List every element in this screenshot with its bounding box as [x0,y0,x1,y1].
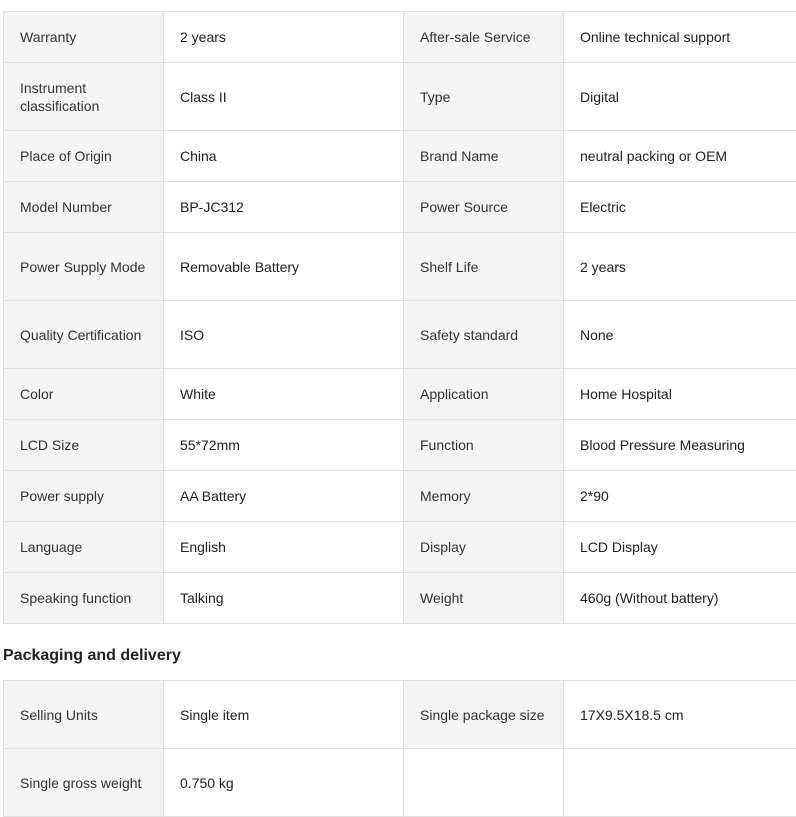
table-row [4,681,796,749]
table-row [4,131,796,182]
attribute-label: Warranty [4,12,164,63]
attribute-value: Talking [164,573,404,624]
attribute-value: ISO [164,301,404,369]
empty-cell [564,749,796,817]
attribute-value: Electric [564,182,796,233]
attribute-value: 55*72mm [164,420,404,471]
attribute-value: Home Hospital [564,369,796,420]
table-row [4,471,796,522]
attribute-label: Power Source [404,182,564,233]
packaging-table [3,680,796,817]
table-row [4,12,796,63]
packaging-section-title: Packaging and delivery [3,646,181,666]
attribute-label: Shelf Life [404,233,564,301]
attribute-value: 2 years [164,12,404,63]
attributes-table [3,11,796,624]
attribute-label: Quality Certification [4,301,164,369]
attribute-label: Brand Name [404,131,564,182]
attribute-value: 460g (Without battery) [564,573,796,624]
attribute-value: Class II [164,63,404,131]
attribute-value: Removable Battery [164,233,404,301]
attribute-value: None [564,301,796,369]
attribute-label: Instrument classification [4,63,164,131]
attribute-value: Single item [164,681,404,749]
table-row [4,749,796,817]
attribute-label: Display [404,522,564,573]
table-row [4,573,796,624]
attribute-value: Online technical support [564,12,796,63]
attribute-value: 0.750 kg [164,749,404,817]
table-row [4,420,796,471]
attribute-label: Language [4,522,164,573]
attribute-label: Color [4,369,164,420]
empty-cell [404,749,564,817]
attribute-label: Model Number [4,182,164,233]
attribute-value: 17X9.5X18.5 cm [564,681,796,749]
table-row [4,522,796,573]
attribute-label: Type [404,63,564,131]
attribute-label: Power Supply Mode [4,233,164,301]
attribute-value: 2 years [564,233,796,301]
attribute-label: Power supply [4,471,164,522]
attribute-label: Memory [404,471,564,522]
attribute-label: After-sale Service [404,12,564,63]
attribute-label: Function [404,420,564,471]
attribute-label: Application [404,369,564,420]
attribute-label: Place of Origin [4,131,164,182]
attribute-label: Single package size [404,681,564,749]
attribute-value: AA Battery [164,471,404,522]
table-row [4,63,796,131]
attribute-value: Blood Pressure Measuring [564,420,796,471]
attribute-label: Selling Units [4,681,164,749]
table-row [4,233,796,301]
attribute-label: LCD Size [4,420,164,471]
attribute-value: English [164,522,404,573]
attribute-value: China [164,131,404,182]
attribute-value: White [164,369,404,420]
table-row [4,301,796,369]
attribute-value: LCD Display [564,522,796,573]
attribute-label: Weight [404,573,564,624]
attribute-label: Safety standard [404,301,564,369]
attribute-label: Single gross weight [4,749,164,817]
table-row [4,369,796,420]
table-row [4,182,796,233]
attribute-value: 2*90 [564,471,796,522]
attribute-label: Speaking function [4,573,164,624]
attribute-value: neutral packing or OEM [564,131,796,182]
attribute-value: Digital [564,63,796,131]
attribute-value: BP-JC312 [164,182,404,233]
